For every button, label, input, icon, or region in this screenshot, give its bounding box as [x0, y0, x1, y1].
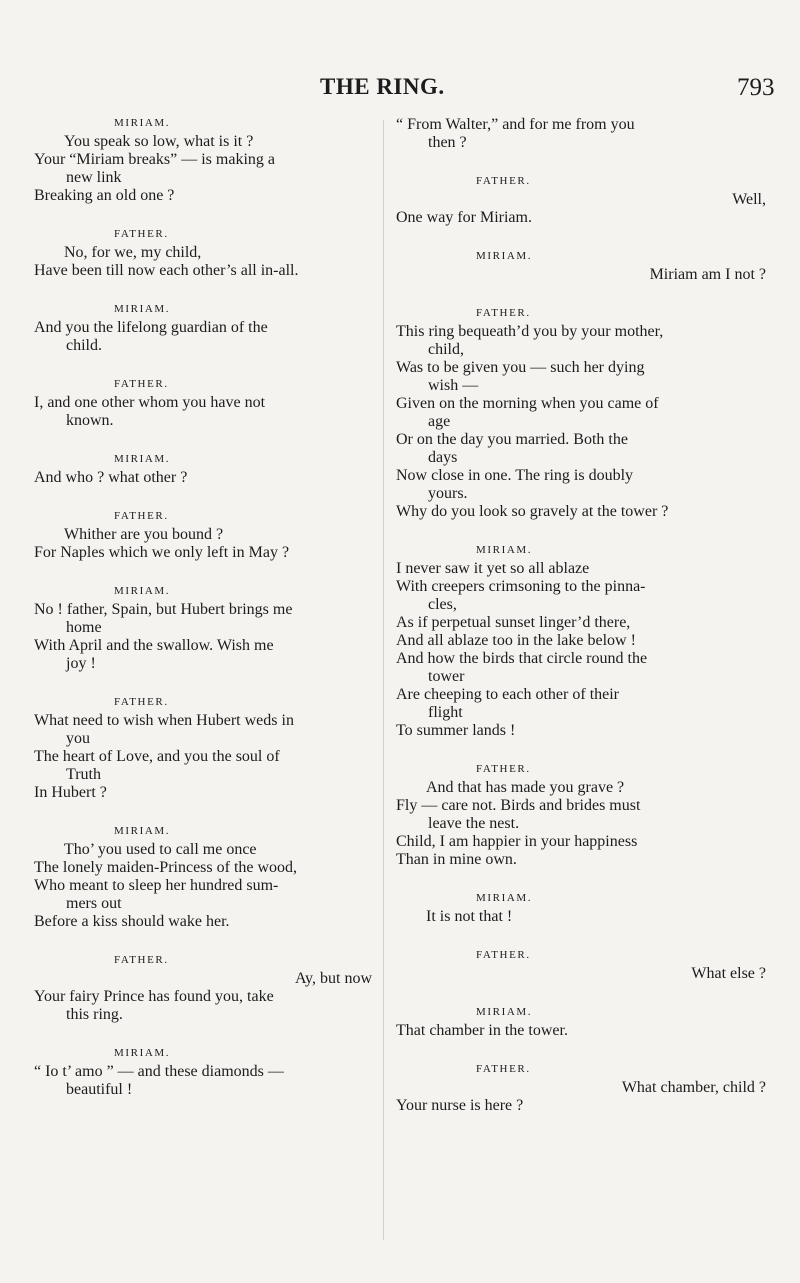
- verse-line: With creepers crimsoning to the pinna-: [396, 578, 646, 595]
- verse-line: One way for Miriam.: [396, 209, 532, 226]
- dialogue-block: [396, 948, 766, 983]
- verse-line: cles,: [428, 596, 457, 613]
- verse-line: To summer lands !: [396, 722, 516, 739]
- verse-line: Now close in one. The ring is doubly: [396, 467, 634, 484]
- verse-line: beautiful !: [66, 1081, 133, 1098]
- verse-line: What need to wish when Hubert weds in: [34, 712, 294, 729]
- verse-line: No, for we, my child,: [64, 244, 202, 261]
- verse-line: That chamber in the tower.: [396, 1022, 568, 1039]
- verse-line: The heart of Love, and you the soul of: [34, 748, 280, 765]
- dialogue-block: [396, 174, 766, 227]
- dialogue-block: [396, 762, 766, 869]
- verse-line: In Hubert ?: [34, 784, 107, 801]
- dialogue-block: [34, 695, 372, 802]
- dialogue-block: [396, 543, 766, 740]
- verse-line: The lonely maiden-Princess of the wood,: [34, 859, 298, 876]
- speaker-name: FATHER.: [476, 1063, 531, 1075]
- dialogue-block: [396, 116, 766, 152]
- speaker-name: MIRIAM.: [476, 250, 533, 262]
- verse-line: What else ?: [691, 965, 766, 982]
- block-gap: [396, 227, 766, 249]
- dialogue-block: [34, 1046, 372, 1099]
- speaker-name: FATHER.: [476, 307, 531, 319]
- speaker-name: MIRIAM.: [476, 892, 533, 904]
- block-gap: [396, 521, 766, 543]
- verse-line: “ Io t’ amo ” — and these diamonds —: [34, 1063, 284, 1080]
- block-gap: [396, 740, 766, 762]
- block-gap: [396, 284, 766, 306]
- verse-line: leave the nest.: [428, 815, 520, 832]
- verse-line: age: [428, 413, 451, 430]
- speaker-name: FATHER.: [114, 228, 169, 240]
- block-gap: [34, 280, 372, 302]
- speaker-name: MIRIAM.: [114, 303, 171, 315]
- block-gap: [396, 1040, 766, 1062]
- verse-line: days: [428, 449, 458, 466]
- left-column: [34, 116, 372, 1099]
- speaker-name: MIRIAM.: [114, 1047, 171, 1059]
- speaker-name: MIRIAM.: [114, 585, 171, 597]
- verse-line: Given on the morning when you came of: [396, 395, 659, 412]
- speaker-name: FATHER.: [476, 763, 531, 775]
- verse-line: yours.: [428, 485, 468, 502]
- speaker-name: MIRIAM.: [476, 544, 533, 556]
- verse-line: new link: [66, 169, 122, 186]
- running-title: THE RING.: [320, 74, 445, 99]
- verse-line: Are cheeping to each other of their: [396, 686, 620, 703]
- verse-line: joy !: [66, 655, 96, 672]
- speaker-name: FATHER.: [476, 175, 531, 187]
- block-gap: [34, 430, 372, 452]
- dialogue-block: [34, 377, 372, 430]
- verse-line: Have been till now each other’s all in-all.: [34, 262, 299, 279]
- block-gap: [396, 983, 766, 1005]
- block-gap: [34, 487, 372, 509]
- verse-line: Why do you look so gravely at the tower ?: [396, 503, 669, 520]
- verse-line: And you the lifelong guardian of the: [34, 319, 268, 336]
- verse-line: Whither are you bound ?: [64, 526, 224, 543]
- verse-line: Fly — care not. Birds and brides must: [396, 797, 641, 814]
- verse-line: child,: [428, 341, 464, 358]
- verse-line: You speak so low, what is it ?: [64, 133, 254, 150]
- verse-line: No ! father, Spain, but Hubert brings me: [34, 601, 293, 618]
- verse-line: As if perpetual sunset linger’d there,: [396, 614, 631, 631]
- verse-line: Child, I am happier in your happiness: [396, 833, 638, 850]
- verse-line: With April and the swallow. Wish me: [34, 637, 274, 654]
- dialogue-block: [396, 249, 766, 284]
- verse-line: And who ? what other ?: [34, 469, 188, 486]
- block-gap: [396, 926, 766, 948]
- column-divider: [383, 120, 384, 1240]
- dialogue-block: [34, 953, 372, 1024]
- verse-line: Breaking an old one ?: [34, 187, 175, 204]
- speaker-name: MIRIAM.: [114, 453, 171, 465]
- dialogue-block: [396, 306, 766, 521]
- block-gap: [34, 1024, 372, 1046]
- block-gap: [396, 869, 766, 891]
- verse-line: wish —: [428, 377, 479, 394]
- speaker-name: MIRIAM.: [114, 825, 171, 837]
- dialogue-block: [34, 227, 372, 280]
- verse-line: Than in mine own.: [396, 851, 517, 868]
- verse-line: mers out: [66, 895, 122, 912]
- verse-line: And that has made you grave ?: [426, 779, 625, 796]
- verse-line: I, and one other whom you have not: [34, 394, 266, 411]
- verse-line: Well,: [732, 191, 766, 208]
- verse-line: Truth: [66, 766, 101, 783]
- verse-line: child.: [66, 337, 102, 354]
- block-gap: [34, 931, 372, 953]
- dialogue-block: [396, 1005, 766, 1040]
- verse-line: Who meant to sleep her hundred sum-: [34, 877, 279, 894]
- verse-line: Your fairy Prince has found you, take: [34, 988, 274, 1005]
- block-gap: [34, 673, 372, 695]
- verse-line: known.: [66, 412, 114, 429]
- page-number: 793: [737, 74, 775, 101]
- verse-line: And all ablaze too in the lake below !: [396, 632, 636, 649]
- dialogue-block: [34, 302, 372, 355]
- verse-line: Tho’ you used to call me once: [64, 841, 257, 858]
- block-gap: [34, 355, 372, 377]
- dialogue-block: [34, 584, 372, 673]
- verse-line: tower: [428, 668, 465, 685]
- dialogue-block: [34, 824, 372, 931]
- verse-line: I never saw it yet so all ablaze: [396, 560, 590, 577]
- speaker-name: MIRIAM.: [114, 117, 171, 129]
- verse-line: Or on the day you married. Both the: [396, 431, 628, 448]
- dialogue-block: [396, 1062, 766, 1115]
- speaker-name: MIRIAM.: [476, 1006, 533, 1018]
- speaker-name: FATHER.: [114, 510, 169, 522]
- verse-line: this ring.: [66, 1006, 123, 1023]
- speaker-name: FATHER.: [114, 696, 169, 708]
- verse-line: Before a kiss should wake her.: [34, 913, 230, 930]
- verse-line: This ring bequeath’d you by your mother,: [396, 323, 664, 340]
- block-gap: [396, 152, 766, 174]
- dialogue-block: [396, 891, 766, 926]
- speaker-name: FATHER.: [114, 378, 169, 390]
- page-header: [0, 74, 800, 104]
- verse-line: Was to be given you — such her dying: [396, 359, 645, 376]
- verse-line: “ From Walter,” and for me from you: [396, 116, 635, 133]
- speaker-name: FATHER.: [114, 954, 169, 966]
- verse-line: you: [66, 730, 90, 747]
- dialogue-block: [34, 116, 372, 205]
- right-column: [396, 116, 766, 1115]
- verse-line: home: [66, 619, 102, 636]
- verse-line: Ay, but now: [294, 970, 372, 987]
- verse-line: It is not that !: [426, 908, 513, 925]
- block-gap: [34, 802, 372, 824]
- verse-line: Miriam am I not ?: [649, 266, 766, 283]
- block-gap: [34, 562, 372, 584]
- verse-line: Your “Miriam breaks” — is making a: [34, 151, 275, 168]
- verse-line: Your nurse is here ?: [396, 1097, 524, 1114]
- verse-line: And how the birds that circle round the: [396, 650, 648, 667]
- dialogue-block: [34, 509, 372, 562]
- verse-line: flight: [428, 704, 463, 721]
- block-gap: [34, 205, 372, 227]
- verse-line: What chamber, child ?: [621, 1079, 766, 1096]
- verse-line: For Naples which we only left in May ?: [34, 544, 290, 561]
- dialogue-block: [34, 452, 372, 487]
- speaker-name: FATHER.: [476, 949, 531, 961]
- verse-line: then ?: [428, 134, 467, 151]
